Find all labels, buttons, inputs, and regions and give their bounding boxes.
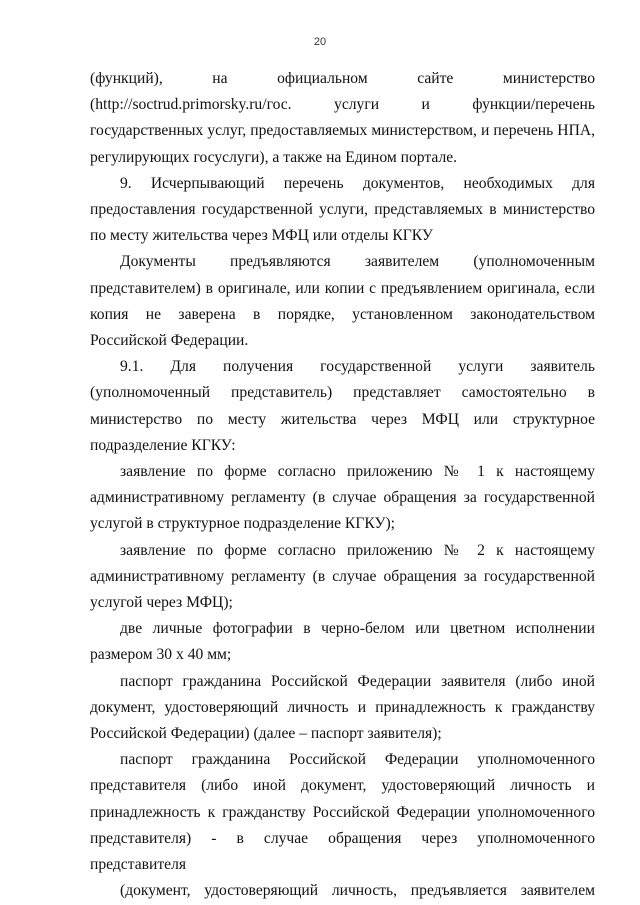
- paragraph-4: 9.1. Для получения государственной услуги заявитель (уполномоченный представитель) представляет самостоятельно в министерство по месту жительства через МФЦ или структурное подразделение КГКУ:: [90, 358, 595, 454]
- paragraph-8: паспорт гражданина Российской Федерации заявителя (либо иной документ, удостоверяющий личность и принадлежность к гражданству Российской Федерации) (далее – паспорт заявителя);: [90, 672, 595, 743]
- paragraph-2: [90, 171, 595, 250]
- paragraph-5: заявление по форме согласно приложению № 1 к настоящему административному регламенту (в случае обращения за государственной услугой в структурное подразделение КГКУ);: [90, 463, 595, 533]
- paragraph-1: [90, 66, 595, 171]
- paragraph-3-first-line: Документы предъявляются заявителем (уполномоченным: [120, 253, 595, 271]
- paragraph-3-rest: представителем) в оригинале, или копии с предъявлением оригинала, если копия не заверена в порядке, установленном законодательством Российской Федерации.: [90, 279, 595, 350]
- paragraph-2-first-line: 9. Исчерпывающий перечень документов, необходимых для: [120, 174, 595, 192]
- paragraph-9-last-line: (документ, удостоверяющий личность, предъявляется заявителем: [120, 882, 595, 900]
- paragraph-6: заявление по форме согласно приложению № 2 к настоящему административному регламенту (в случае обращения за государственной услугой через МФЦ);: [90, 541, 595, 612]
- document-body: [90, 66, 595, 905]
- paragraph-7: две личные фотографии в черно-белом или цветном исполнении размером 30 х 40 мм;: [90, 620, 595, 664]
- paragraph-1-first-line: (функций), на официальном сайте министерство: [90, 70, 595, 87]
- paragraph-3: [90, 249, 595, 354]
- paragraph-1-rest: (http://soctrud.primorsky.ru/гос. услуги и функции/перечень государственных услуг, предоставляемых министерством, и перечень НПА, регулирующих госуслуги), а также на Едином портале.: [90, 96, 595, 166]
- paragraph-9: [90, 747, 595, 904]
- paragraph-2-rest: предоставления государственной услуги, представляемых в министерство по месту жительства через МФЦ или отделы КГКУ: [90, 201, 595, 245]
- paragraph-9-text: паспорт гражданина Российской Федерации уполномоченного представителя (либо иной документ, удостоверяющий личность и принадлежность к гражданству Российской Федерации уполномоченного представителя) - в случае обращения через уполномоченного представителя: [90, 751, 595, 874]
- page-number: 20: [313, 36, 327, 48]
